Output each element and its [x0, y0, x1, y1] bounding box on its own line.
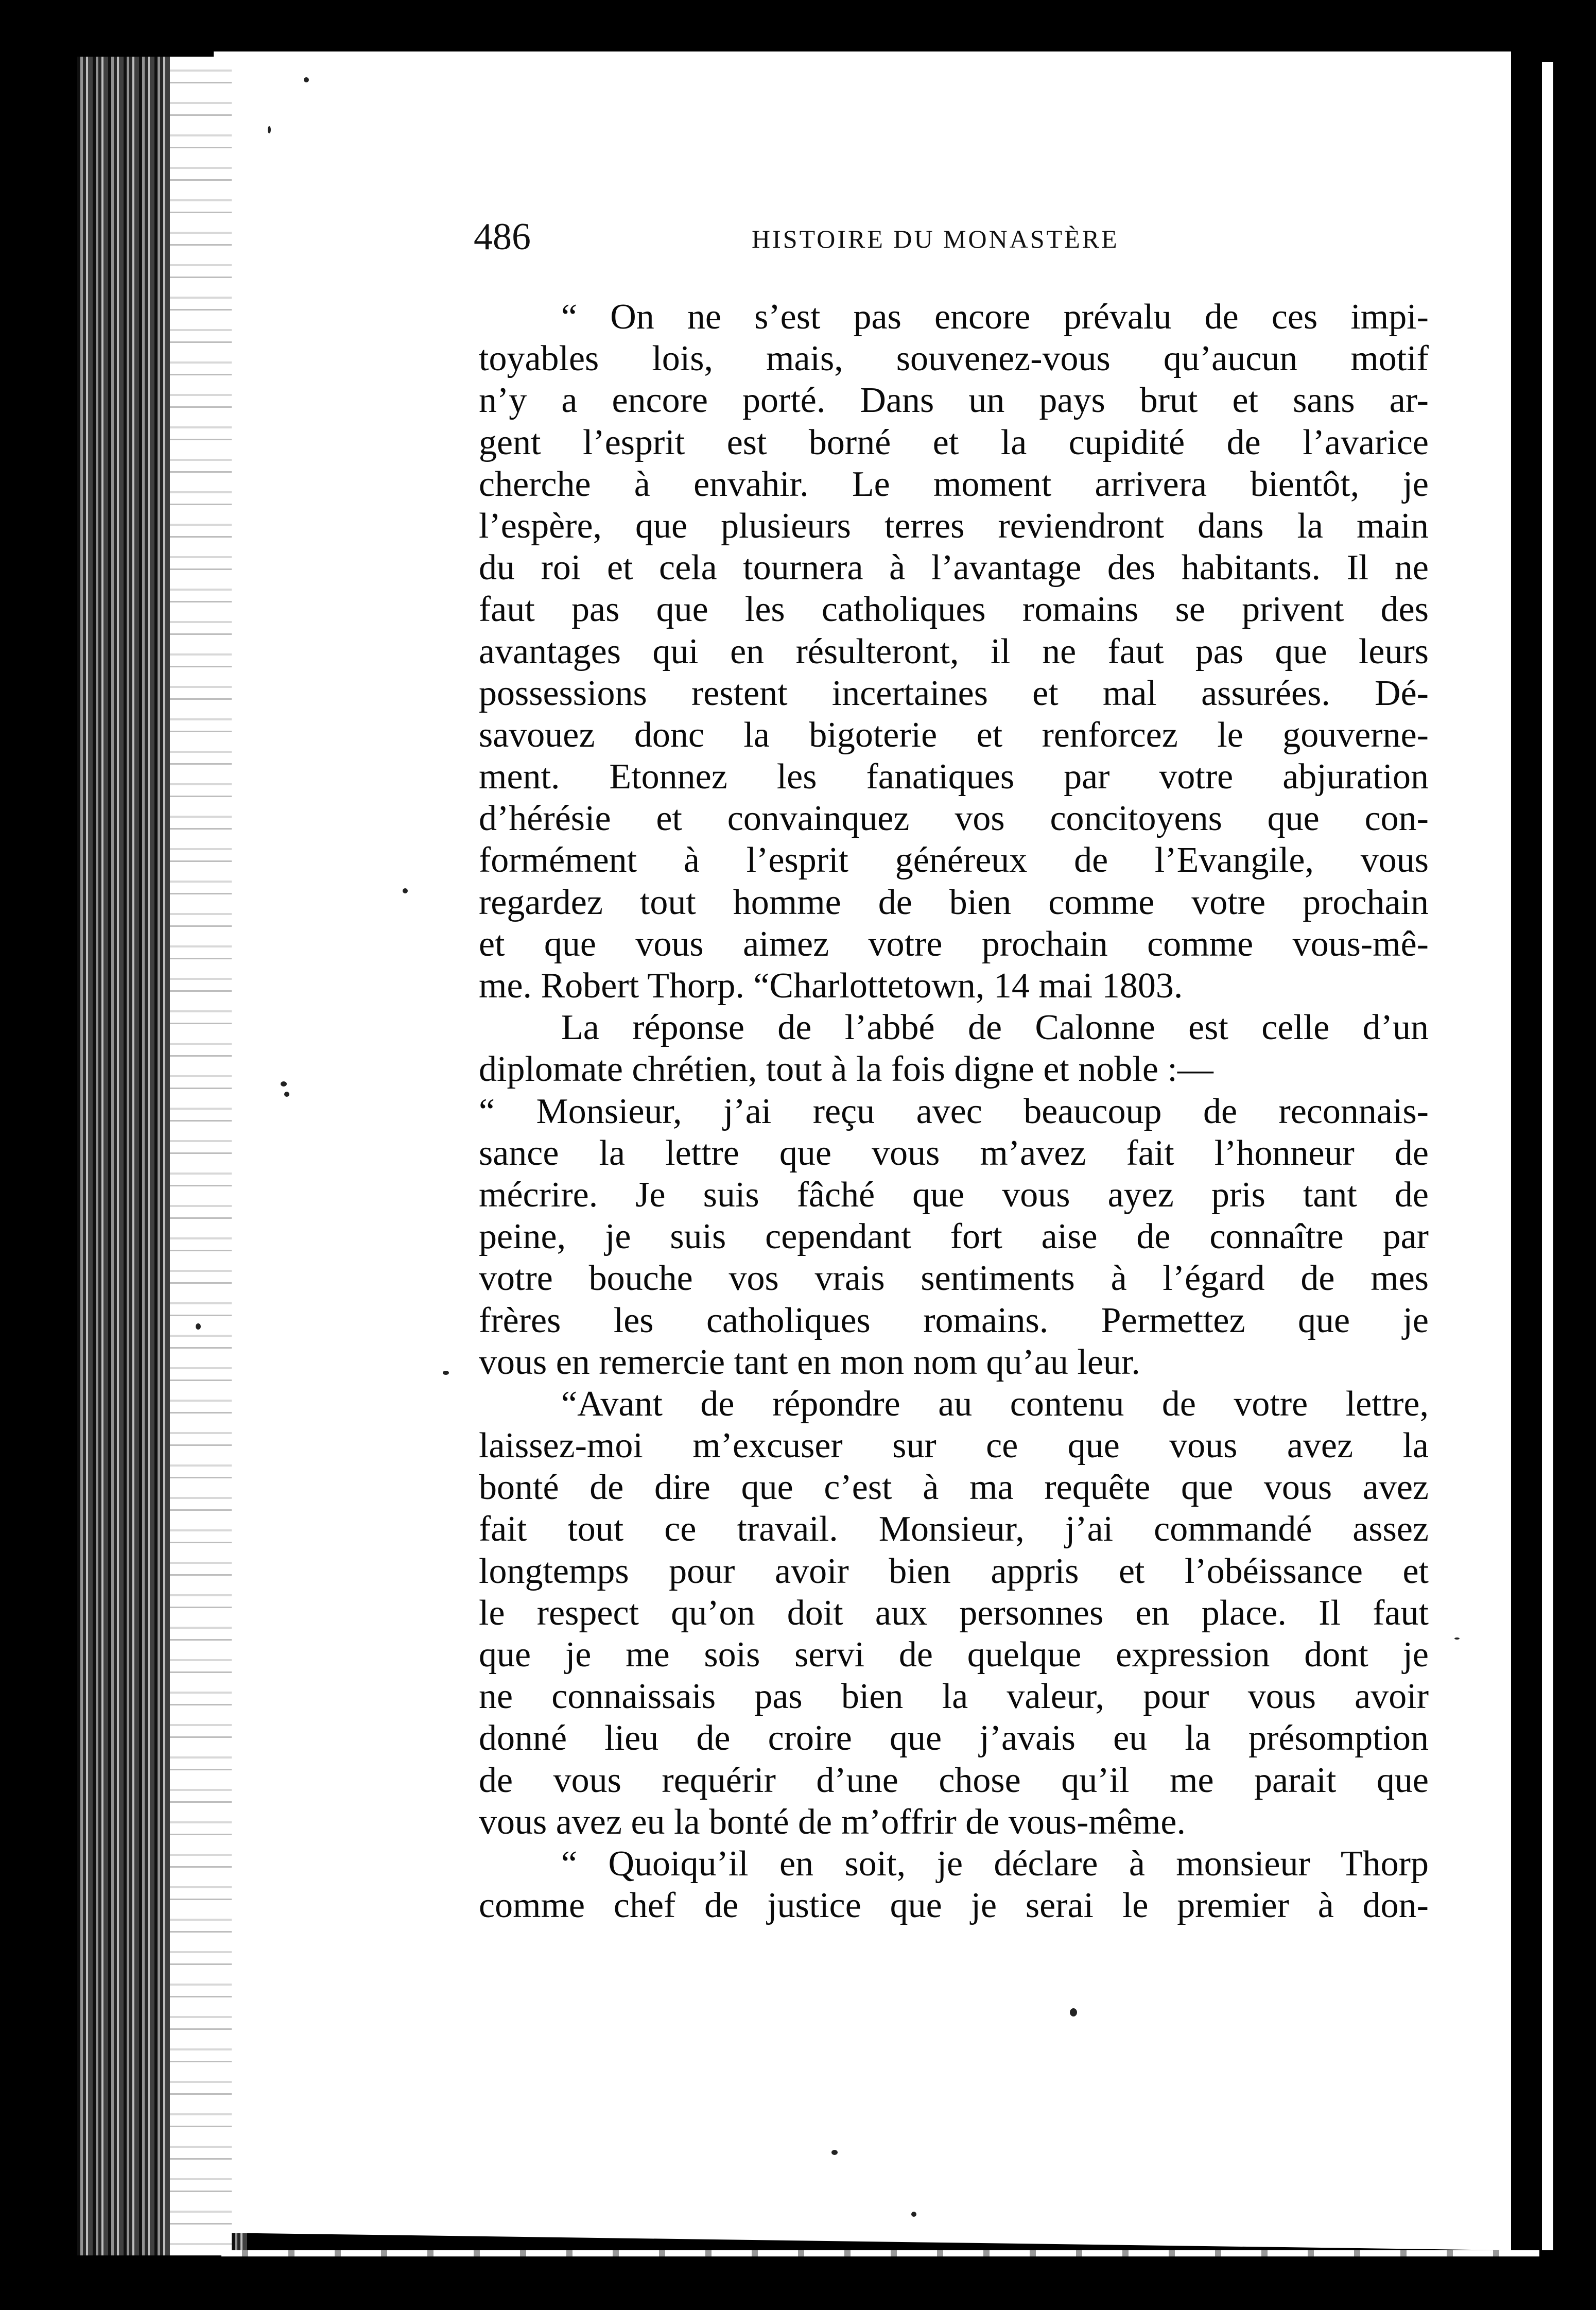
- margin-speck: [1070, 2008, 1077, 2016]
- margin-speck: [268, 126, 271, 133]
- text-line: faut pas que les catholiques romains se privent des: [479, 590, 1429, 630]
- text-line: cherche à envahir. Le moment arrivera bientôt, je: [479, 464, 1429, 504]
- margin-speck: [831, 2150, 838, 2155]
- text-line: et que vous aimez votre prochain comme vous-mê-: [479, 924, 1429, 964]
- next-page-edge: [1542, 62, 1553, 2250]
- text-line: toyables lois, mais, souvenez-vous qu’aucun motif: [479, 339, 1429, 379]
- margin-speck: [911, 2212, 916, 2217]
- running-header: [474, 211, 1426, 263]
- text-line: mécrire. Je suis fâché que vous ayez pris tant de: [479, 1175, 1429, 1215]
- text-line: possessions restent incertaines et mal assurées. Dé-: [479, 673, 1429, 713]
- text-line: vous en remercie tant en mon nom qu’au leur.: [479, 1342, 1140, 1382]
- text-line: regardez tout homme de bien comme votre prochain: [479, 882, 1429, 922]
- text-line: La réponse de l’abbé de Calonne est celle d’un: [561, 1008, 1429, 1048]
- text-line: “Avant de répondre au contenu de votre lettre,: [561, 1384, 1429, 1424]
- text-line: n’y a encore porté. Dans un pays brut et sans ar-: [479, 381, 1429, 421]
- text-line: ne connaissais pas bien la valeur, pour vous avoir: [479, 1677, 1429, 1717]
- text-line: avantages qui en résulteront, il ne faut pas que leurs: [479, 631, 1429, 671]
- text-line: fait tout ce travail. Monsieur, j’ai commandé assez: [479, 1509, 1429, 1549]
- text-line: donné lieu de croire que j’avais eu la présomption: [479, 1718, 1429, 1759]
- running-title: HISTOIRE DU MONASTÈRE: [752, 225, 1119, 253]
- text-line: peine, je suis cependant fort aise de connaître par: [479, 1217, 1429, 1257]
- text-line: laissez-moi m’excuser sur ce que vous avez la: [479, 1426, 1429, 1466]
- text-line: du roi et cela tournera à l’avantage des habitants. Il ne: [479, 548, 1429, 588]
- margin-speck: [284, 1092, 289, 1097]
- margin-speck: [443, 1371, 449, 1375]
- margin-speck: [281, 1081, 287, 1087]
- margin-speck: [1454, 1637, 1460, 1640]
- margin-speck: [304, 77, 309, 82]
- text-line: savouez donc la bigoterie et renforcez le gouverne-: [479, 715, 1429, 755]
- text-line: d’hérésie et convainquez vos concitoyens que con-: [479, 799, 1429, 839]
- text-line: l’espère, que plusieurs terres reviendront dans la main: [479, 506, 1429, 546]
- text-line: le respect qu’on doit aux personnes en place. Il faut: [479, 1593, 1429, 1633]
- margin-speck: [403, 888, 408, 893]
- text-line: sance la lettre que vous m’avez fait l’honneur de: [479, 1133, 1429, 1173]
- text-line: gent l’esprit est borné et la cupidité de l’avarice: [479, 422, 1429, 462]
- text-line: formément à l’esprit généreux de l’Evangile, vous: [479, 840, 1429, 881]
- page-binding-edge: [170, 57, 232, 2255]
- page-number: 486: [474, 216, 531, 258]
- text-line: “ On ne s’est pas encore prévalu de ces impi-: [561, 297, 1429, 337]
- body-text: [479, 296, 1429, 1926]
- text-line: comme chef de justice que je serai le premier à don-: [479, 1886, 1429, 1926]
- text-line: vous avez eu la bonté de m’offrir de vous-même.: [479, 1802, 1186, 1842]
- text-line: que je me sois servi de quelque expression dont je: [479, 1635, 1429, 1675]
- text-line: diplomate chrétien, tout à la fois digne et noble :—: [479, 1049, 1213, 1090]
- text-line: me. Robert Thorp. “Charlottetown, 14 mai 1803.: [479, 966, 1183, 1006]
- text-line: “ Quoiqu’il en soit, je déclare à monsieur Thorp: [561, 1843, 1429, 1884]
- page-bottom-edge: [221, 2250, 1539, 2256]
- margin-speck: [196, 1323, 201, 1330]
- text-line: ment. Etonnez les fanatiques par votre abjuration: [479, 757, 1429, 797]
- text-line: longtemps pour avoir bien appris et l’obéissance et: [479, 1551, 1429, 1591]
- text-line: bonté de dire que c’est à ma requête que vous avez: [479, 1468, 1429, 1508]
- text-line: de vous requérir d’une chose qu’il me parait que: [479, 1760, 1429, 1800]
- text-line: votre bouche vos vrais sentiments à l’égard de mes: [479, 1259, 1429, 1299]
- text-line: “ Monsieur, j’ai reçu avec beaucoup de reconnais-: [479, 1091, 1429, 1131]
- text-line: frères les catholiques romains. Permettez que je: [479, 1300, 1429, 1340]
